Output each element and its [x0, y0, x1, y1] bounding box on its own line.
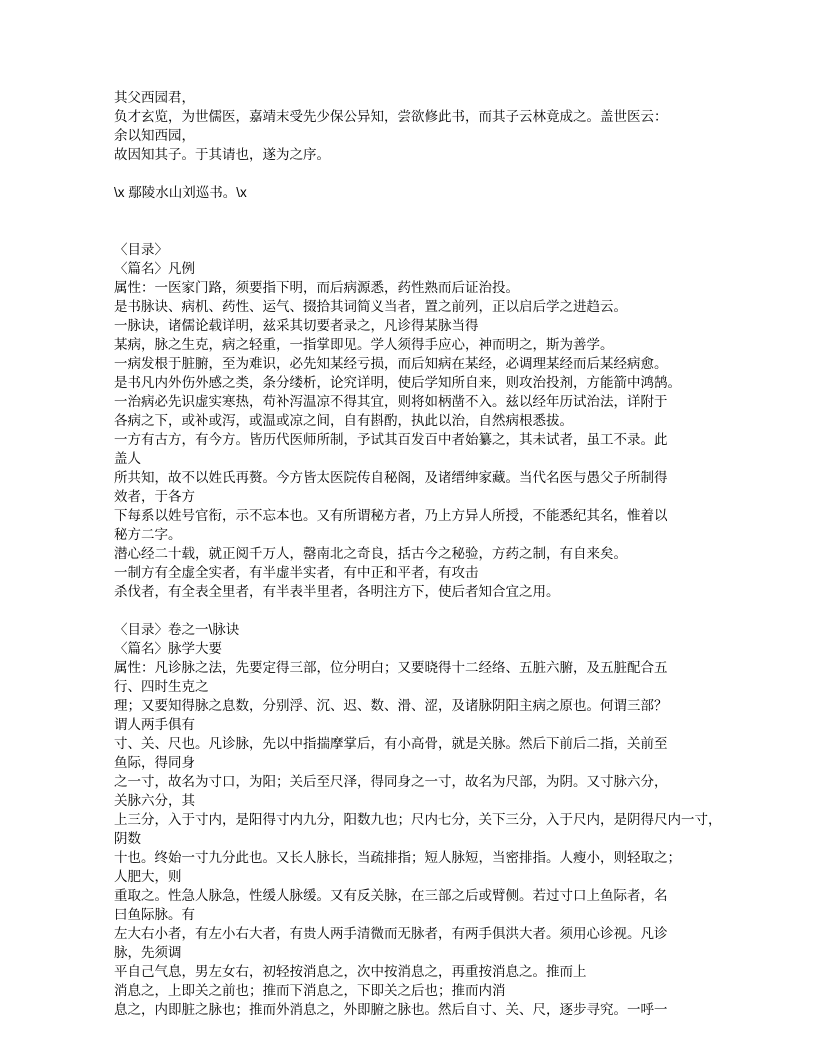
text-line: 各病之下，或补或泻，或温或凉之间，自有斟酌，执此以治，自然病根悉拔。: [114, 413, 573, 428]
text-line: 余以知西园，: [114, 128, 195, 143]
text-line: 一病发根于脏腑，至为难识，必先知某经亏损，而后知病在某经，必调理某经而后某经病愈。: [114, 356, 668, 371]
text-line: 息之，内即脏之脉也；推而外消息之，外即腑之脉也。然后自寸、关、尺，逐步寻究。一呼一: [114, 1002, 668, 1017]
document-text: [114, 88, 770, 1019]
blank-line: [114, 164, 770, 183]
text-line: 人肥大，则: [114, 869, 182, 884]
text-line: 效者，于各方: [114, 489, 195, 504]
text-line: 消息之，上即关之前也；推而下消息之，下即关之后也；推而内消: [114, 983, 506, 998]
text-line: 是书脉诀、病机、药性、运气、掇拾其词简义当者，置之前列，正以启后学之进趋云。: [114, 299, 627, 314]
text-line: 下每系以姓号官衔，示不忘本也。又有所谓秘方者，乃上方异人所授，不能悉纪其名，惟着以: [114, 508, 668, 523]
text-line: 秘方二字。: [114, 527, 182, 542]
text-line: 其父西园君，: [114, 90, 195, 105]
text-line: 寸、关、尺也。凡诊脉，先以中指揣摩掌后，有小高骨，就是关脉。然后下前后二指，关前至: [114, 736, 668, 751]
text-line: 行、四时生克之: [114, 679, 209, 694]
text-line: 〈篇名〉凡例: [114, 261, 195, 276]
text-line: 十也。终始一寸九分此也。又长人脉长，当疏排指；短人脉短，当密排指。人瘦小，则轻取之；: [114, 850, 681, 865]
text-line: 理；又要知得脉之息数，分别浮、沉、迟、数、滑、涩，及诸脉阴阳主病之原也。何谓三部？: [114, 698, 668, 713]
text-line: 重取之。性急人脉急，性缓人脉缓。又有反关脉，在三部之后或臂侧。若过寸口上鱼际者，名: [114, 888, 668, 903]
text-line: 〈目录〉卷之一\脉诀: [114, 622, 240, 637]
text-line: 左大右小者，有左小右大者，有贵人两手清微而无脉者，有两手俱洪大者。须用心诊视。凡诊: [114, 926, 668, 941]
text-line: 是书凡内外伤外感之类，条分缕析，论究详明，使后学知所自来，则攻治投剂，方能箭中鸿鹄。: [114, 375, 681, 390]
blank-line: [114, 221, 770, 240]
text-line: 一制方有全虚全实者，有半虚半实者，有中正和平者，有攻击: [114, 565, 479, 580]
text-line: 一治病必先识虚实寒热，苟补泻温凉不得其宜，则将如柄凿不入。兹以经年历试治法，详附于: [114, 394, 668, 409]
text-line: 杀伐者，有全表全里者，有半表半里者，各明注方下，使后者知合宜之用。: [114, 584, 560, 599]
text-line: 一脉诀，诸儒论载详明，兹采其切要者录之，凡诊得某脉当得: [114, 318, 479, 333]
text-line: 某病，脉之生克，病之轻重，一指掌即见。学人须得手应心，神而明之，斯为善学。: [114, 337, 614, 352]
blank-line: [114, 202, 770, 221]
text-line: 鱼际，得同身: [114, 755, 195, 770]
text-line: 故因知其子。于其请也，遂为之序。: [114, 147, 330, 162]
blank-line: [114, 601, 770, 620]
text-line: 上三分，入于寸内，是阳得寸内九分，阳数九也；尺内七分，关下三分，入于尺内，是阴得尺内一寸，: [114, 812, 722, 827]
text-line: 〈篇名〉脉学大要: [114, 641, 222, 656]
text-line: 平自己气息，男左女右，初轻按消息之，次中按消息之，再重按消息之。推而上: [114, 964, 587, 979]
text-line: 潜心经二十载，就正阅千万人，罄南北之奇良，括古今之秘验，方药之制，有自来矣。: [114, 546, 627, 561]
text-line: \x 鄢陵水山刘巡书。\x: [114, 185, 247, 200]
text-line: 脉，先须调: [114, 945, 182, 960]
text-line: 〈目录〉: [114, 242, 168, 257]
text-line: 属性：一医家门路，须要指下明，而后病源悉，药性熟而后证治投。: [114, 280, 519, 295]
text-line: 负才玄览，为世儒医，嘉靖末受先少保公异知，尝欲修此书，而其子云林竟成之。盖世医云：: [114, 109, 668, 124]
text-line: 谓人两手俱有: [114, 717, 195, 732]
text-line: 属性：凡诊脉之法，先要定得三部，位分明白；又要晓得十二经络、五脏六腑，及五脏配合五: [114, 660, 668, 675]
text-line: 阴数: [114, 831, 141, 846]
text-line: 所共知，故不以姓氏再赘。今方皆太医院传自秘阁，及诸缙绅家藏。当代名医与愚父子所制得: [114, 470, 668, 485]
text-line: 曰鱼际脉。有: [114, 907, 195, 922]
text-line: 之一寸，故名为寸口，为阳；关后至尺泽，得同身之一寸，故名为尺部，为阴。又寸脉六分，: [114, 774, 668, 789]
text-line: 一方有古方，有今方。皆历代医师所制，予试其百发百中者始纂之，其未试者，虽工不录。此: [114, 432, 668, 447]
text-line: 盖人: [114, 451, 141, 466]
text-line: 关脉六分，其: [114, 793, 195, 808]
